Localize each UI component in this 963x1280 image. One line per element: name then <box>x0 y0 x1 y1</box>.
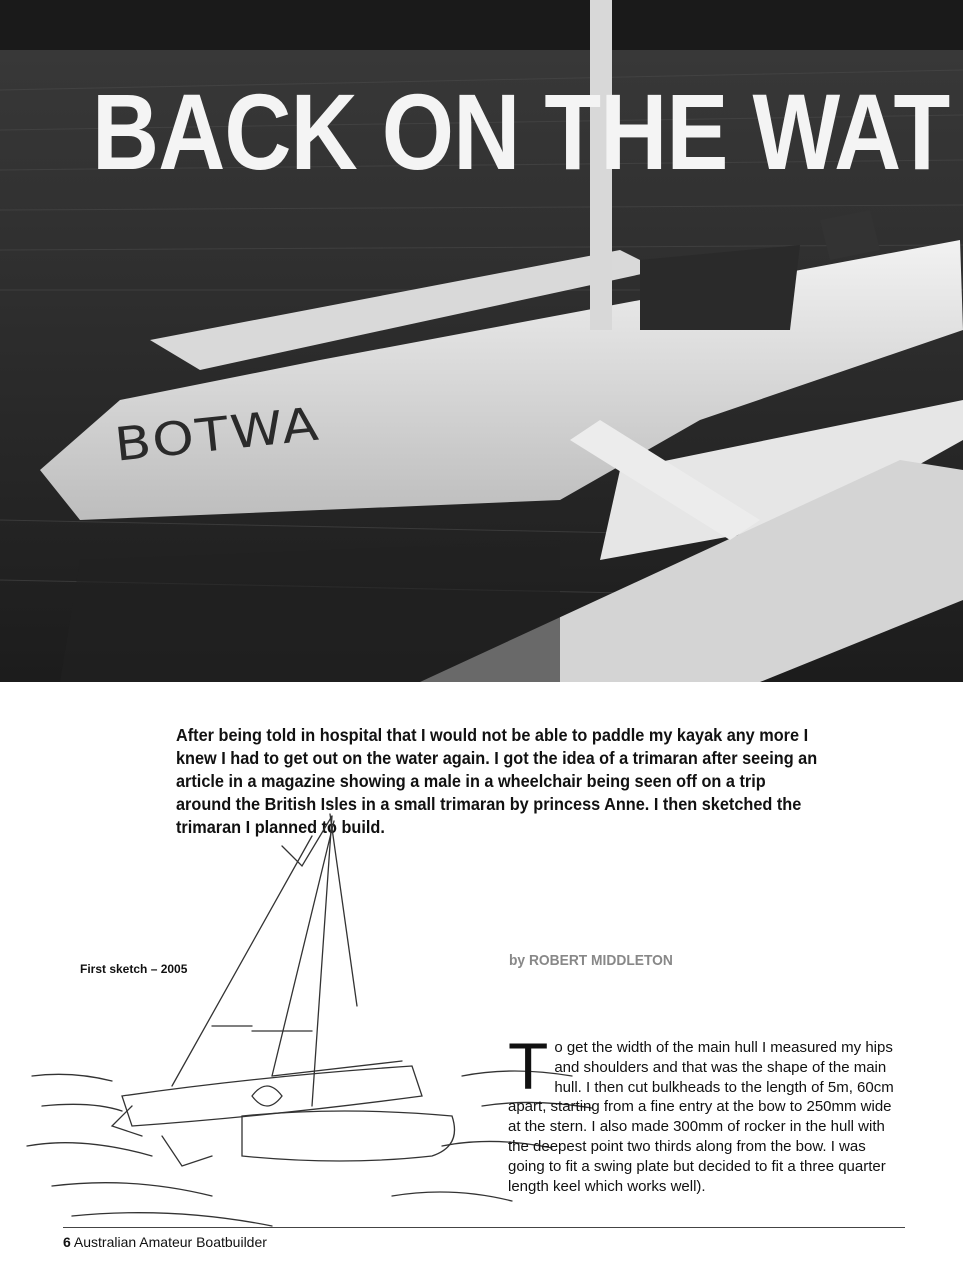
sketch-caption: First sketch – 2005 <box>80 962 188 976</box>
drop-cap: T <box>508 1029 549 1103</box>
footer-rule <box>63 1227 905 1228</box>
byline <box>509 952 673 969</box>
page-footer <box>63 1234 267 1250</box>
body-paragraph <box>508 1029 903 1196</box>
body-text: o get the width of the main hull I measured my hips and shoulders and that was the shape of the main hull. I then cut bulkheads to the length of 5m, 60cm apart, starting from a fine entry at the bow to 250mm wide at the stern. I also made 300mm of rocker in the hull with the deepest point two thirds along from the bow. I was going to fit a swing plate but decided to fit a three quarter length keel which works well). <box>508 1039 894 1195</box>
headline: BACK ON THE WAT <box>92 71 950 192</box>
byline-author: ROBERT MIDDLETON <box>528 952 673 969</box>
intro-paragraph: After being told in hospital that I would not be able to paddle my kayak any more I knew I had to get out on the water again. I got the idea of a trimaran after seeing an article in a magazine showing a male in a wheelchair being seen off on a trip around the British Isles in a small trimaran by princess Anne. I then sketched the trimaran I planned to build. <box>176 725 818 837</box>
publication-name: Australian Amateur Boatbuilder <box>73 1234 267 1250</box>
hull-name-lettering: BOTWA <box>112 396 323 472</box>
byline-prefix: by <box>509 952 526 969</box>
page-number: 6 <box>63 1234 71 1250</box>
